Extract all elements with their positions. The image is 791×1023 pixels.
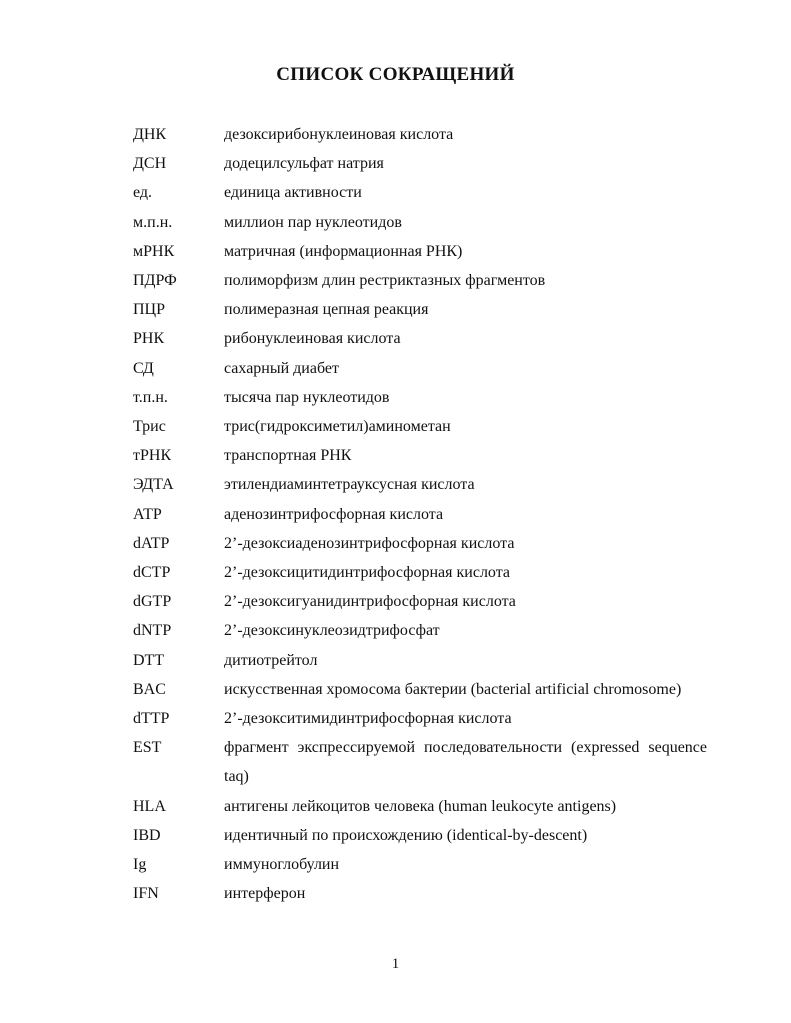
list-item <box>133 558 707 587</box>
definition: единица активности <box>224 184 362 202</box>
definition: дитиотрейтол <box>224 651 318 669</box>
list-item <box>133 324 707 353</box>
list-item <box>133 529 707 558</box>
page-number: 1 <box>391 956 400 972</box>
list-item <box>133 295 707 324</box>
abbreviation: IFN <box>133 885 159 903</box>
definition: додецилсульфат натрия <box>224 155 384 173</box>
list-item <box>133 733 707 791</box>
abbreviation: ед. <box>133 184 153 202</box>
abbreviation: dNTP <box>133 622 172 640</box>
definition: интерферон <box>224 885 306 903</box>
page-title: СПИСОК СОКРАЩЕНИЙ <box>276 64 515 85</box>
definition: миллион пар нуклеотидов <box>224 213 402 231</box>
abbreviation: dCTP <box>133 564 171 582</box>
list-item <box>133 120 707 149</box>
abbreviation: dGTP <box>133 593 172 611</box>
definition: сахарный диабет <box>224 359 339 377</box>
list-item <box>133 441 707 470</box>
list-item <box>133 587 707 616</box>
abbreviation: ДНК <box>133 126 167 143</box>
abbreviation: м.п.н. <box>133 213 173 231</box>
list-item <box>133 383 707 412</box>
abbreviation: dATP <box>133 534 170 552</box>
list-item <box>133 879 707 908</box>
list-item <box>133 237 707 266</box>
definition: 2’-дезоксицитидинтрифосфорная кислота <box>224 564 511 582</box>
list-item <box>133 850 707 879</box>
definition: идентичный по происхождению (identical-by-descent) <box>224 826 588 844</box>
list-item <box>133 500 707 529</box>
definition: иммуноглобулин <box>224 856 340 874</box>
abbreviation: ДСН <box>133 155 167 173</box>
list-item <box>133 646 707 675</box>
abbreviation: EST <box>133 739 162 757</box>
definition: фрагмент экспрессируемой последовательности (expressed sequence taq) <box>224 739 707 786</box>
definition: 2’-дезокситимидинтрифосфорная кислота <box>224 710 512 728</box>
list-item <box>133 616 707 645</box>
definition: полимеразная цепная реакция <box>224 301 429 319</box>
definition: 2’-дезоксиаденозинтрифосфорная кислота <box>224 534 515 552</box>
abbreviation: DTT <box>133 651 165 669</box>
abbreviation: Ig <box>133 856 147 874</box>
definition: полиморфизм длин рестриктазных фрагментов <box>224 272 546 290</box>
abbreviation: РНК <box>133 330 165 348</box>
abbreviation: ПДРФ <box>133 272 177 290</box>
definition: искусственная хромосома бактерии (bacterial artificial chromosome) <box>224 680 682 698</box>
definition: матричная (информационная РНК) <box>224 242 463 260</box>
list-item <box>133 266 707 295</box>
definition: тысяча пар нуклеотидов <box>224 388 390 406</box>
abbreviation: т.п.н. <box>133 388 168 406</box>
abbreviation: Трис <box>133 418 166 436</box>
definition: рибонуклеиновая кислота <box>224 330 401 348</box>
definition: аденозинтрифосфорная кислота <box>224 505 444 523</box>
list-item <box>133 178 707 207</box>
list-item <box>133 675 707 704</box>
definition: антигены лейкоцитов человека (human leukocyte antigens) <box>224 797 617 815</box>
definition: трис(гидроксиметил)аминометан <box>224 418 451 436</box>
list-item <box>133 821 707 850</box>
list-item <box>133 354 707 383</box>
list-item <box>133 149 707 178</box>
abbreviation: HLA <box>133 797 166 815</box>
definition: 2’-дезоксинуклеозидтрифосфат <box>224 622 440 640</box>
abbreviation: IBD <box>133 826 161 844</box>
abbreviation-list <box>133 120 707 908</box>
definition: этилендиаминтетрауксусная кислота <box>224 476 475 494</box>
abbreviation: ПЦР <box>133 301 166 319</box>
abbreviation: СД <box>133 359 154 377</box>
list-item <box>133 704 707 733</box>
abbreviation: АТР <box>133 505 162 523</box>
abbreviation: ЭДТА <box>133 476 174 494</box>
definition: дезоксирибонуклеиновая кислота <box>224 126 454 143</box>
list-item <box>133 792 707 821</box>
list-item <box>133 208 707 237</box>
list-item <box>133 470 707 499</box>
abbreviation: тРНК <box>133 447 172 465</box>
definition: транспортная РНК <box>224 447 352 465</box>
list-item <box>133 412 707 441</box>
abbreviation: dTTP <box>133 710 170 728</box>
abbreviation: мРНК <box>133 242 175 260</box>
abbreviation: BAC <box>133 680 166 698</box>
definition: 2’-дезоксигуанидинтрифосфорная кислота <box>224 593 516 611</box>
